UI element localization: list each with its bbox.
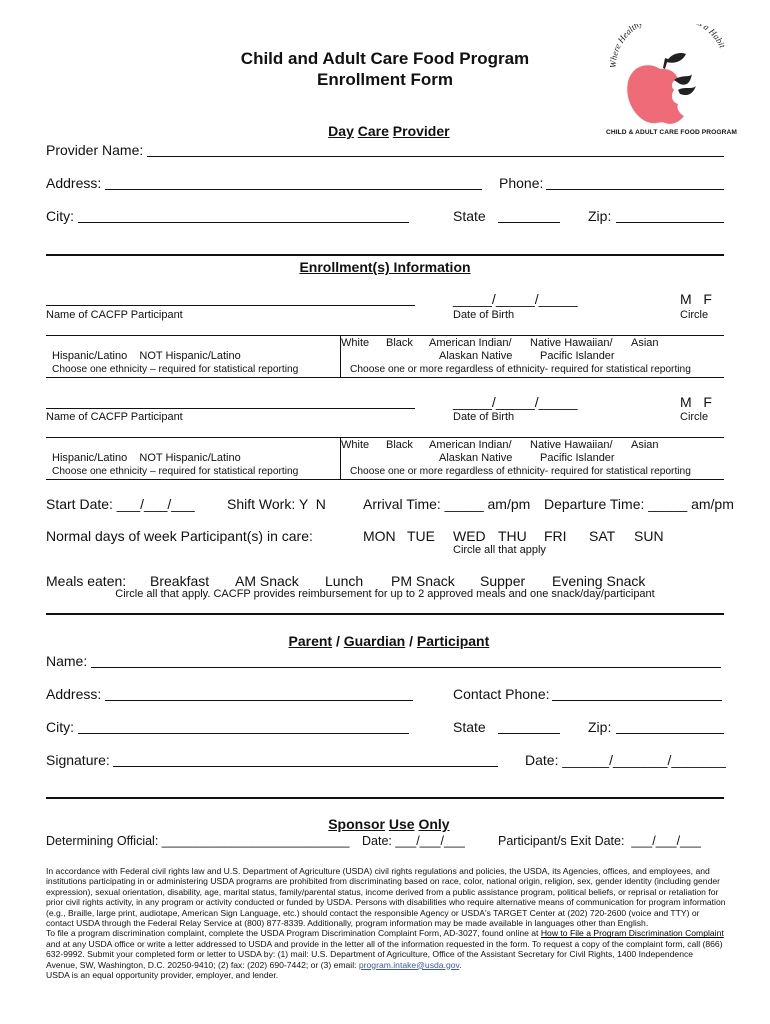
parent-zip-field[interactable] (616, 733, 724, 734)
participant-2-ethnicity-options[interactable]: Hispanic/Latino NOT Hispanic/Latino (52, 452, 241, 464)
provider-state-field[interactable] (498, 222, 560, 223)
participant-1-race-native-hawaiian-2: Pacific Islander (540, 350, 615, 362)
logo-caption: CHILD & ADULT CARE FOOD PROGRAM (606, 129, 737, 136)
participant-2-race-note: Choose one or more regardless of ethnicity- required for statistical reporting (350, 466, 691, 477)
contact-phone-label: Contact Phone: (453, 686, 550, 702)
provider-city-label: City: (46, 208, 74, 224)
meal-lunch[interactable]: Lunch (325, 573, 364, 589)
participant-1-name-field[interactable] (46, 305, 415, 306)
nondiscrimination-statement (46, 866, 726, 980)
participant-1-sex-options[interactable]: M F (680, 291, 712, 307)
parent-name-field[interactable] (91, 667, 721, 668)
day-sat[interactable]: SAT (589, 528, 616, 544)
meals-label: Meals eaten: (46, 573, 127, 589)
provider-name-field[interactable] (147, 156, 724, 157)
provider-city-field[interactable] (78, 222, 409, 223)
participant-1-race-white[interactable]: White (341, 337, 370, 349)
section-divider (46, 254, 724, 256)
complaint-paragraph: To file a program discrimination complaint, complete the USDA Program Discrimination Complaint Form, AD-3027, found online at How to File a Program Discrimination Complaint and at any USDA office or write a letter addressed to USDA and provide in the letter all of the information requested in the form. To request a copy of the complaint form, call (866) 632-9992. Submit your completed form or letter to USDA by: (1) mail: U.S. Department of Agriculture, Office of the Assistant Secretary for Civil Rights, 1400 Independence Avenue, SW, Washington, D.C. 20250-9410; (2) fax: (202) 690-7442; or (3) email: program.intake@usda.gov. (46, 928, 724, 970)
provider-name-label: Provider Name: (46, 142, 144, 158)
participant-1-race-american-indian-2: Alaskan Native (439, 350, 513, 362)
participant-1-dob-field[interactable]: _____/_____/_____ (453, 291, 578, 307)
parent-address-label: Address: (46, 686, 102, 702)
participant-1-dob-caption: Date of Birth (453, 309, 515, 321)
day-thu[interactable]: THU (498, 528, 527, 544)
participant-1-ethnicity-note: Choose one ethnicity – required for statistical reporting (52, 364, 299, 375)
parent-state-label: State (453, 719, 486, 735)
meal-breakfast[interactable]: Breakfast (150, 573, 210, 589)
meal-supper[interactable]: Supper (480, 573, 526, 589)
contact-phone-field[interactable] (552, 700, 722, 701)
participant-2-race-white[interactable]: White (341, 439, 370, 451)
participant-2-race-american-indian-2: Alaskan Native (439, 452, 513, 464)
participant-1-circle-caption: Circle (680, 309, 709, 321)
form-subtitle: Enrollment Form (316, 70, 453, 89)
section-divider (46, 797, 724, 799)
meal-evening-snack[interactable]: Evening Snack (552, 573, 646, 589)
participant-1-race-black[interactable]: Black (386, 337, 413, 349)
arrival-time-field[interactable]: Arrival Time: _____ am/pm (363, 496, 531, 512)
provider-section-heading: Day Care Provider (328, 123, 450, 139)
sponsor-date-field[interactable]: Date: ___/___/___ (362, 834, 465, 848)
meal-am-snack[interactable]: AM Snack (235, 573, 299, 589)
day-mon[interactable]: MON (363, 528, 396, 544)
participant-1-name-caption: Name of CACFP Participant (46, 309, 183, 321)
parent-name-label: Name: (46, 653, 88, 669)
participant-2-race-american-indian[interactable]: American Indian/ (429, 439, 512, 451)
provider-address-field[interactable] (105, 189, 482, 190)
parent-state-field[interactable] (498, 733, 560, 734)
provider-address-label: Address: (46, 175, 102, 191)
determining-official-field[interactable]: Determining Official: ___________________________ (46, 834, 350, 848)
day-fri[interactable]: FRI (544, 528, 567, 544)
participant-2-circle-caption: Circle (680, 411, 709, 423)
participant-2-ethnicity-note: Choose one ethnicity – required for statistical reporting (52, 466, 299, 477)
email-link[interactable]: program.intake@usda.gov (358, 959, 460, 970)
signature-field[interactable] (113, 766, 498, 767)
enrollment-section-heading: Enrollment(s) Information (299, 259, 471, 275)
participant-2-name-field[interactable] (46, 408, 415, 409)
provider-zip-field[interactable] (616, 222, 724, 223)
participant-2-sex-options[interactable]: M F (680, 394, 712, 410)
form-title: Child and Adult Care Food Program (240, 49, 530, 68)
provider-state-label: State (453, 208, 486, 224)
meal-pm-snack[interactable]: PM Snack (391, 573, 455, 589)
provider-phone-field[interactable] (546, 189, 724, 190)
participant-1-race-native-hawaiian[interactable]: Native Hawaiian/ (530, 337, 613, 349)
signature-date-field[interactable]: Date: ______/_______/_______ (525, 752, 726, 768)
shift-work-options[interactable]: Shift Work: Y N (227, 496, 326, 512)
meals-note: Circle all that apply. CACFP provides reimbursement for up to 2 approved meals and one snack/day/participant (115, 588, 655, 600)
parent-city-label: City: (46, 719, 74, 735)
participant-1-race-asian[interactable]: Asian (631, 337, 659, 349)
ethnicity-box-top (46, 437, 724, 438)
provider-phone-label: Phone: (499, 175, 544, 191)
ethnicity-box-top (46, 335, 724, 336)
participant-exit-date-field[interactable]: Participant/s Exit Date: ___/___/___ (498, 834, 701, 848)
nondiscrimination-paragraph: In accordance with Federal civil rights law and U.S. Department of Agriculture (USDA) civil rights regulations and policies, the USDA, its Agencies, offices, and employees, and institutions participating in or administering USDA programs are prohibited from discriminating based on race, color, national origin, religion, sex, gender identity (including gender expression), sexual orientation, disability, age, marital status, family/parental status, income derived from a public assistance program, political beliefs, or reprisal or retaliation for prior civil rights activity, in any program or activity conducted or funded by USDA. Persons with disabilities who require alternative means of communication for program information (e.g., Braille, large print, audiotape, American Sign Language, etc.) should contact the responsible Agency or USDA's TARGET Center at (202) 720-2600 (voice and TTY) or contact USDA through the Federal Relay Service at (800) 877-8339. Additionally, program information may be made available in languages other than English. (46, 866, 726, 929)
participant-1-ethnicity-options[interactable]: Hispanic/Latino NOT Hispanic/Latino (52, 350, 241, 362)
days-note: Circle all that apply (453, 544, 546, 556)
provider-zip-label: Zip: (588, 208, 612, 224)
logo-arc-text: Where Health a Habit (607, 24, 728, 69)
start-date-field[interactable]: Start Date: ___/___/___ (46, 496, 195, 512)
complaint-form-link[interactable]: How to File a Program Discrimination Complaint (540, 928, 724, 939)
equal-opportunity-statement: USDA is an equal opportunity provider, employer, and lender. (46, 970, 279, 981)
ethnicity-box-bottom (46, 377, 724, 378)
participant-1-race-note: Choose one or more regardless of ethnicity- required for statistical reporting (350, 364, 691, 375)
section-divider (46, 613, 724, 615)
departure-time-field[interactable]: Departure Time: _____ am/pm (544, 496, 734, 512)
participant-2-name-caption: Name of CACFP Participant (46, 411, 183, 423)
participant-1-race-american-indian[interactable]: American Indian/ (429, 337, 512, 349)
day-wed[interactable]: WED (453, 528, 486, 544)
parent-zip-label: Zip: (588, 719, 612, 735)
participant-2-dob-field[interactable]: _____/_____/_____ (453, 394, 578, 410)
participant-2-race-asian[interactable]: Asian (631, 439, 659, 451)
parent-city-field[interactable] (78, 733, 409, 734)
participant-2-race-black[interactable]: Black (386, 439, 413, 451)
signature-label: Signature: (46, 752, 110, 768)
parent-section-heading: Parent / Guardian / Participant (288, 633, 490, 649)
participant-2-dob-caption: Date of Birth (453, 411, 515, 423)
ethnicity-box-bottom (46, 479, 724, 480)
sponsor-section-heading: Sponsor Use Only (328, 816, 450, 832)
normal-days-label: Normal days of week Participant(s) in care: (46, 528, 313, 544)
day-sun[interactable]: SUN (634, 528, 664, 544)
participant-2-race-native-hawaiian[interactable]: Native Hawaiian/ (530, 439, 613, 451)
parent-address-field[interactable] (105, 700, 413, 701)
day-tue[interactable]: TUE (407, 528, 435, 544)
participant-2-race-native-hawaiian-2: Pacific Islander (540, 452, 615, 464)
